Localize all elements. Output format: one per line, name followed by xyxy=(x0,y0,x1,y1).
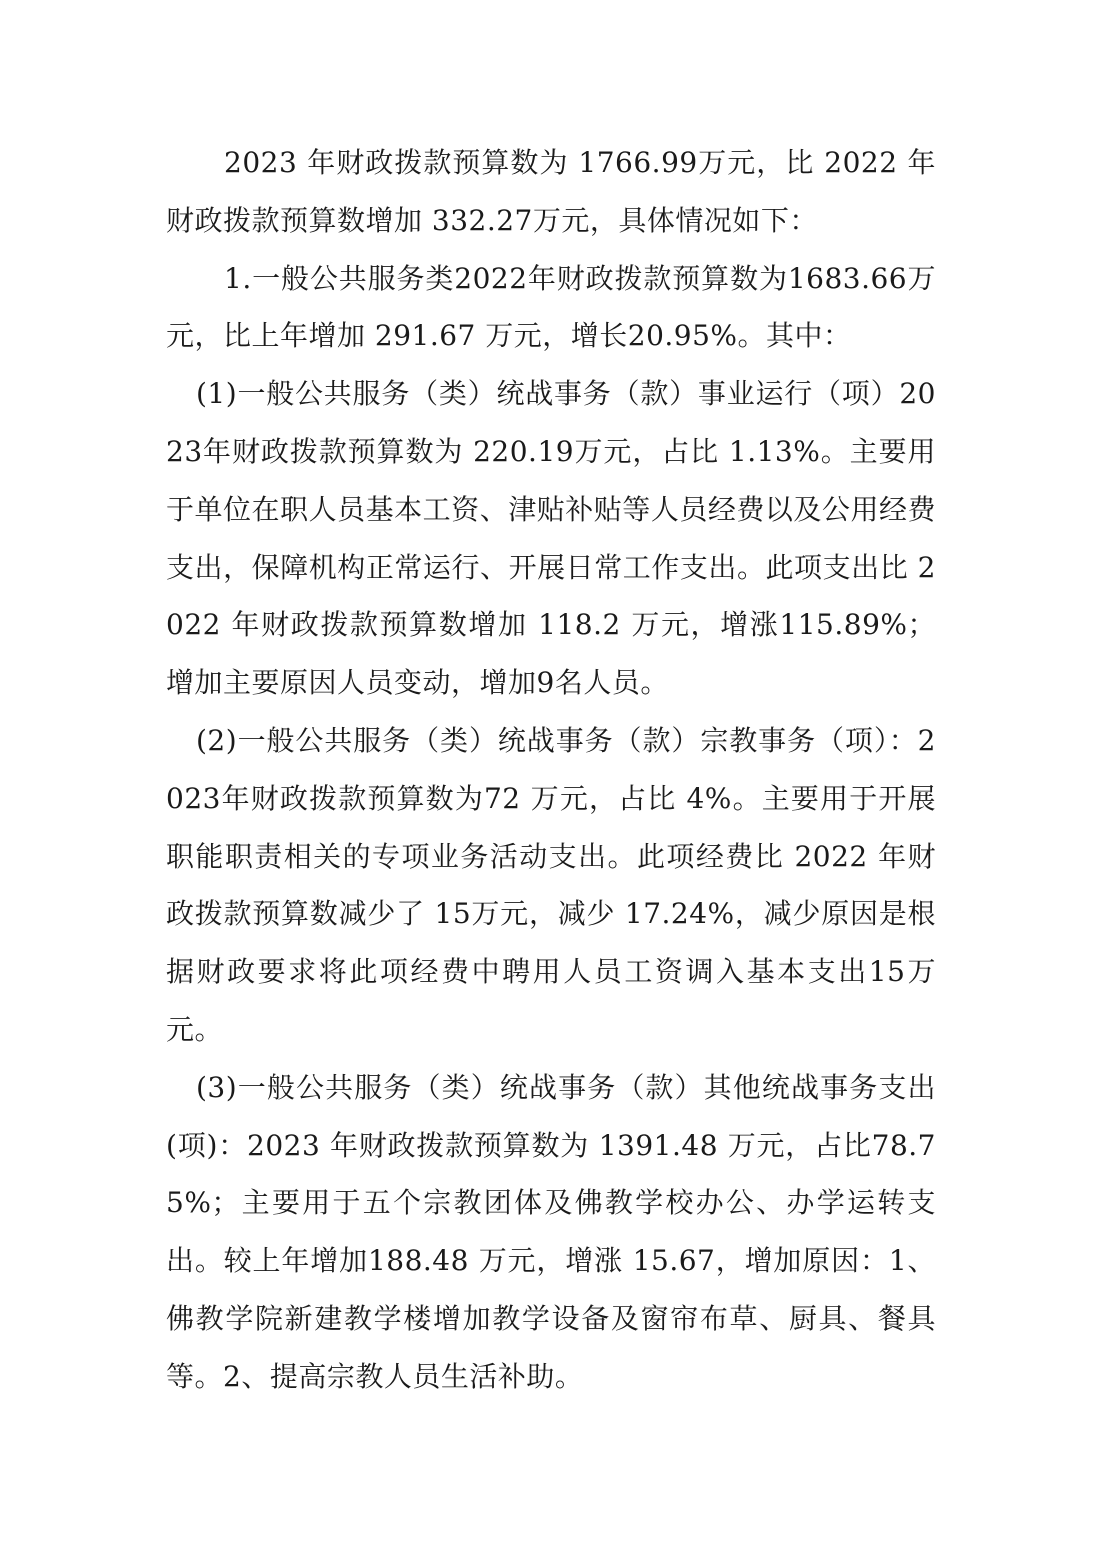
paragraph-budget-summary: 2023 年财政拨款预算数为 1766.99万元，比 2022 年财政拨款预算数增加 332.27万元，具体情况如下： xyxy=(166,146,936,237)
paragraph-item-2-religious-affairs: (2)一般公共服务（类）统战事务（款）宗教事务（项）：2023年财政拨款预算数为72 万元，占比 4%。主要用于开展职能职责相关的专项业务活动支出。此项经费比 2022 年财政拨款预算数减少了 15万元，减少 17.24%，减少原因是根据财政要求将此项经费中聘用人员工资调入基本支出15万元。 xyxy=(166,723,936,1046)
paragraph-general-public-services: 1.一般公共服务类2022年财政拨款预算数为1683.66万元，比上年增加 291.67 万元，增长20.95%。其中： xyxy=(166,261,936,353)
paragraph-item-3-other-united-front: (3)一般公共服务（类）统战事务（款）其他统战事务支出(项)：2023 年财政拨款预算数为 1391.48 万元，占比78.75%；主要用于五个宗教团体及佛教学校办公、办学运转支出。较上年增加188.48 万元，增涨 15.67，增加原因：1、佛教学院新建教学楼增加教学设备及窗帘布草、厨具、餐具等。2、提高宗教人员生活补助。 xyxy=(166,1070,936,1393)
document-body xyxy=(166,134,936,1406)
paragraph-item-1-operations: (1)一般公共服务（类）统战事务（款）事业运行（项）2023年财政拨款预算数为 220.19万元，占比 1.13%。主要用于单位在职人员基本工资、津贴补贴等人员经费以及公用经费支出，保障机构正常运行、开展日常工作支出。此项支出比 2022 年财政拨款预算数增加 118.2 万元，增涨115.89%；增加主要原因人员变动，增加9名人员。 xyxy=(166,377,936,700)
